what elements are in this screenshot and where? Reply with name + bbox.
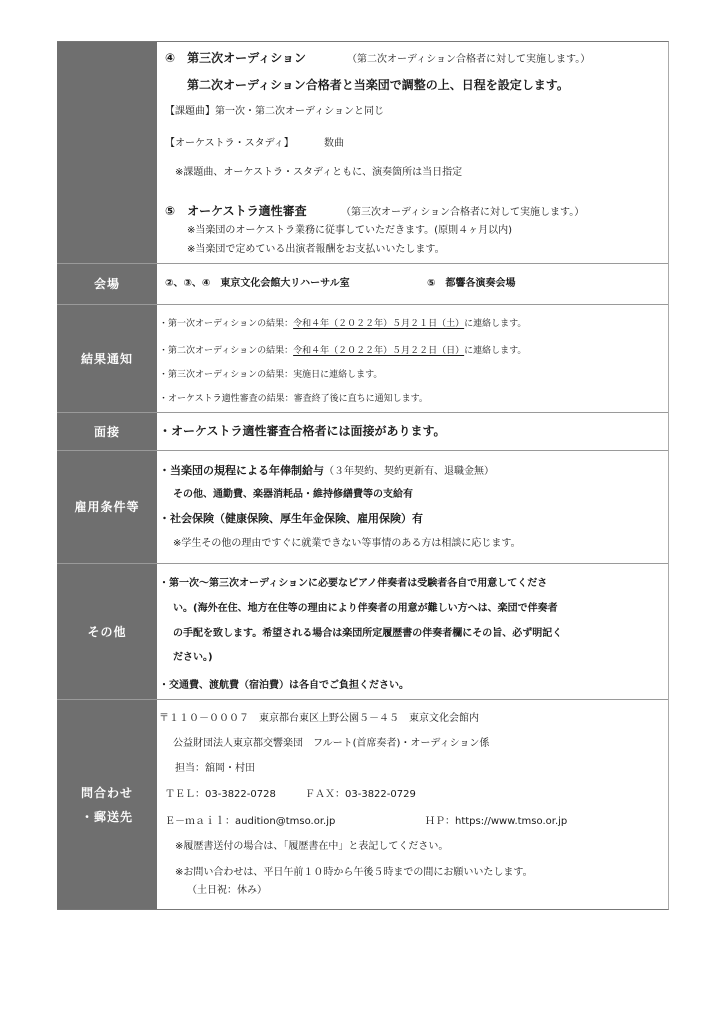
row-audition3 (57, 42, 668, 264)
contact-note2: ※お問い合わせは、平日午前１０時から午後５時までの間にお願いいたします。 (175, 867, 533, 878)
audition3-piece: 【課題曲】第一次・第二次オーディションと同じ (165, 106, 384, 117)
other-line4: ださい。) (173, 652, 213, 663)
aptitude-title: ⑤ オーケストラ適性審査 (165, 204, 307, 218)
contact-note1: ※履歴書送付の場合は、「履歴書在中」と表記してください。 (175, 841, 449, 852)
row-venue (57, 264, 668, 305)
contact-label-line2: ・郵送先 (80, 809, 133, 824)
audition3-schedule: 第二次オーディション合格者と当楽団で調整の上、日程を設定します。 (187, 78, 569, 92)
contact-content (157, 700, 668, 909)
audition3-note: （第二次オーディション合格者に対して実施します。） (347, 54, 591, 65)
venue-content (157, 264, 668, 304)
contact-label-line1: 問合わせ (80, 785, 133, 800)
interview-text: ・オーケストラ適性審査合格者には面接があります。 (159, 424, 446, 438)
audition3-study-value: 数曲 (324, 138, 344, 149)
contact-email[interactable]: Ｅ－ｍａｉｌ：audition@tmso.or.jp (165, 816, 336, 827)
other-line3: の手配を致します。希望される場合は楽団所定履歴書の伴奏者欄にその旨、必ず明記く (173, 628, 563, 639)
aptitude-note: （第三次オーディション合格者に対して実施します。） (341, 207, 585, 218)
result1-date: 令和４年（２０２２年）５月２１日（土） (293, 319, 465, 329)
venue-label: 会場 (57, 264, 157, 304)
venue-text2: ⑤ 都響各演奏会場 (427, 278, 516, 289)
contact-address: 〒１１０－０００７ 東京都台東区上野公園５－４５ 東京文化会館内 (159, 713, 479, 724)
employment-label: 雇用条件等 (57, 451, 157, 563)
result1 (159, 318, 526, 331)
venue-text1: ②、③、④ 東京文化会館大リハーサル室 (165, 278, 350, 289)
result2-post: に連絡します。 (464, 346, 527, 356)
aptitude-line2: ※当楽団で定めている出演者報酬をお支払いいたします。 (187, 244, 445, 255)
row-contact (57, 700, 668, 909)
contact-note3: （土日祝：休み） (187, 885, 267, 896)
result2-date: 令和４年（２０２２年）５月２２日（日） (293, 346, 465, 356)
result1-pre: ・第一次オーディションの結果： (159, 319, 294, 329)
interview-label: 面接 (57, 413, 157, 450)
aptitude-line1: ※当楽団のオーケストラ業務に従事していただきます。(原則４ヶ月以内) (187, 225, 512, 236)
employment-line3: ・社会保険（健康保険、厚生年金保険、雇用保険）有 (159, 512, 423, 525)
other-line2: い。(海外在住、地方在住等の理由により伴奏者の用意が難しい方へは、楽団で伴奏者 (173, 603, 558, 614)
contact-fax: ＦＡＸ：03-3822-0729 (305, 789, 416, 800)
row-results (57, 305, 668, 413)
audition-info-table (57, 41, 669, 910)
contact-org: 公益財団法人東京都交響楽団 フルート(首席奏者)・オーディション係 (173, 738, 490, 749)
contact-hp[interactable]: ＨＰ：https://www.tmso.or.jp (425, 816, 568, 827)
employment-line4: ※学生その他の理由ですぐに就業できない等事情のある方は相談に応じます。 (173, 538, 521, 549)
contact-staff: 担当：舘岡・村田 (175, 763, 255, 774)
contact-tel: ＴＥＬ：03-3822-0728 (165, 789, 276, 800)
result3: ・第三次オーディションの結果：実施日に連絡します。 (159, 370, 383, 380)
row-header-blank (57, 42, 157, 263)
result2-pre: ・第二次オーディションの結果： (159, 346, 294, 356)
results-content (157, 305, 668, 412)
employment-line1 (159, 464, 494, 478)
result2 (159, 345, 526, 358)
other-line1: ・第一次～第三次オーディションに必要なピアノ伴奏者は受験者各自で用意してくださ (159, 578, 548, 589)
other-content (157, 564, 668, 699)
row-employment (57, 451, 668, 564)
audition3-remark: ※課題曲、オーケストラ・スタディともに、演奏箇所は当日指定 (175, 167, 463, 178)
other-label: その他 (57, 564, 157, 699)
results-label: 結果通知 (57, 305, 157, 412)
employment-content (157, 451, 668, 563)
interview-content (157, 413, 668, 450)
row-interview (57, 413, 668, 451)
other-line5: ・交通費、渡航費（宿泊費）は各自でご負担ください。 (159, 680, 409, 691)
audition3-study-label: 【オーケストラ・スタディ】 (165, 138, 294, 149)
employment-salary: ・当楽団の規程による年俸制給与 (159, 464, 324, 477)
audition3-title: ④ 第三次オーディション (165, 51, 306, 65)
result4: ・オーケストラ適性審査の結果：審査終了後に直ちに通知します。 (159, 394, 428, 404)
employment-contract: （３年契約、契約更新有、退職金無） (324, 466, 494, 477)
audition3-content (157, 42, 668, 263)
employment-line2: その他、通勤費、楽器消耗品・維持修繕費等の支給有 (173, 489, 413, 500)
result1-post: に連絡します。 (464, 319, 527, 329)
contact-label (57, 700, 157, 909)
row-other (57, 564, 668, 700)
